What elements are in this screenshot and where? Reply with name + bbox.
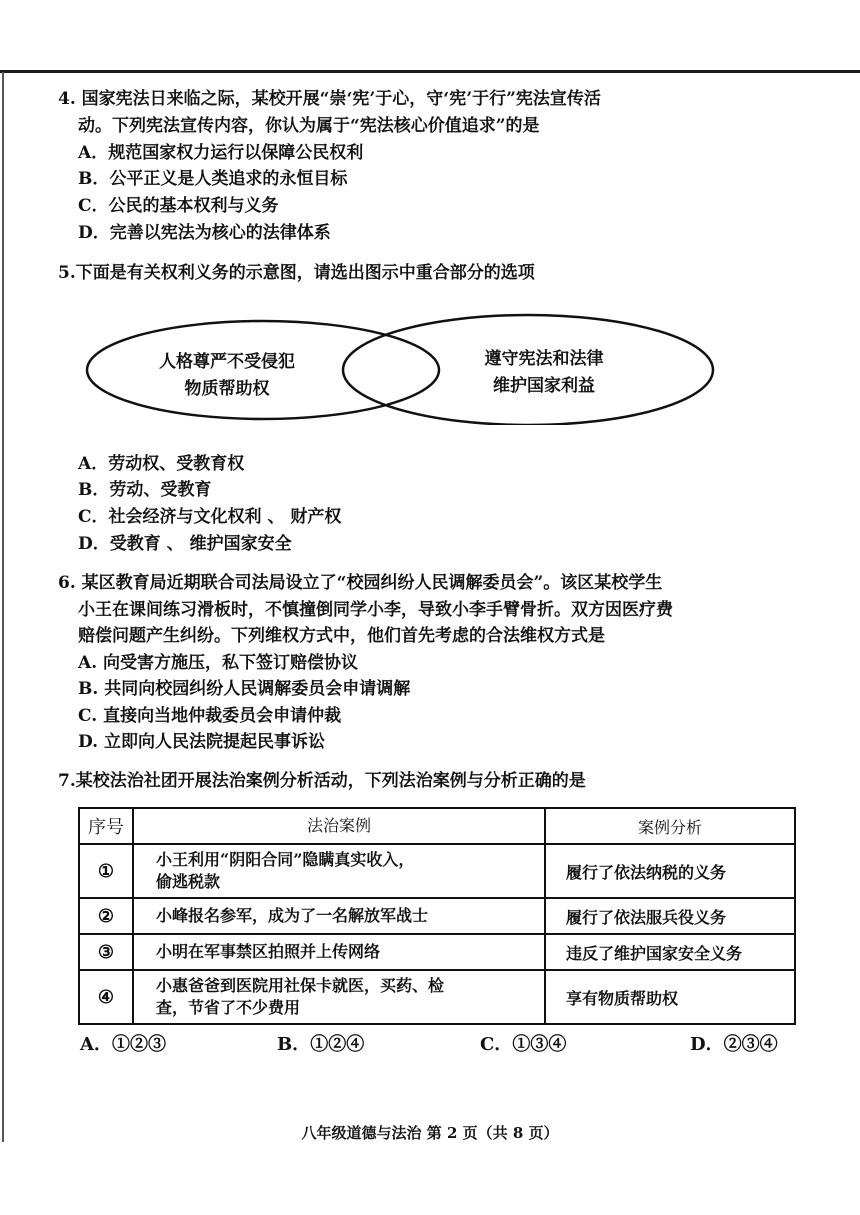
row-case: 小峰报名参军，成为了一名解放军战士 (133, 898, 545, 934)
q6-option-c: C. 直接向当地仲裁委员会申请仲裁 (78, 706, 342, 726)
venn-left-line1: 人格尊严不受侵犯 (159, 352, 295, 372)
q5-option-d: D．受教育 、 维护国家安全 (78, 534, 292, 554)
q6-option-d: D. 立即向人民法院提起民事诉讼 (78, 732, 325, 752)
q5-stem: 5.下面是有关权利义务的示意图，请选出图示中重合部分的选项 (58, 263, 535, 283)
page-footer: 八年级道德与法治 第 2 页（共 8 页） (301, 1124, 559, 1142)
table-row (79, 970, 795, 1024)
header-analysis: 案例分析 (545, 808, 795, 844)
q7-answer-a: A．①②③ (80, 1034, 166, 1055)
row-case-line1: 小惠爸爸到医院用社保卡就医，买药、检 (156, 976, 445, 995)
header-case: 法治案例 (133, 808, 545, 844)
row-case-line2: 查，节省了不少费用 (156, 998, 301, 1017)
row-case-line1: 小王利用“阴阳合同”隐瞒真实收入， (156, 850, 415, 869)
q5-option-b: B．劳动、受教育 (78, 480, 212, 500)
row-case (133, 844, 545, 898)
q5-option-a: A．劳动权、受教育权 (78, 454, 245, 474)
venn-right-line1: 遵守宪法和法律 (484, 349, 604, 369)
q6-option-a: A. 向受害方施压，私下签订赔偿协议 (78, 653, 359, 673)
q4-stem-line2: 动。下列宪法宣传内容，你认为属于“宪法核心价值追求”的是 (78, 116, 540, 136)
case-table (78, 807, 796, 1025)
row-number: ④ (79, 970, 133, 1024)
q7-answer-d: D．②③④ (690, 1034, 778, 1055)
row-number: ③ (79, 934, 133, 970)
table-row (79, 844, 795, 898)
q6-stem-line2: 小王在课间练习滑板时，不慎撞倒同学小李，导致小李手臂骨折。双方因医疗费 (78, 600, 673, 620)
q6-stem-line3: 赔偿问题产生纠纷。下列维权方式中，他们首先考虑的合法维权方式是 (78, 626, 605, 646)
q5-option-c: C．社会经济与文化权利 、 财产权 (78, 507, 342, 527)
q4-option-a: A．规范国家权力运行以保障公民权利 (78, 143, 364, 163)
row-analysis: 履行了依法纳税的义务 (545, 844, 795, 898)
header-number: 序号 (79, 808, 133, 844)
q6-stem-line1: 6. 某区教育局近期联合司法局设立了“校园纠纷人民调解委员会”。该区某校学生 (58, 573, 663, 593)
q4-option-d: D．完善以宪法为核心的法律体系 (78, 223, 331, 243)
row-analysis: 履行了依法服兵役义务 (545, 898, 795, 934)
row-number: ① (79, 844, 133, 898)
q4-stem-line1: 4. 国家宪法日来临之际，某校开展“崇‘宪’于心，守‘宪’于行”宪法宣传活 (58, 89, 601, 109)
venn-right-line2: 维护国家利益 (493, 376, 595, 396)
table-row (79, 898, 795, 934)
q7-answer-c: C．①③④ (480, 1034, 567, 1055)
row-case (133, 970, 545, 1024)
q4-option-c: C．公民的基本权利与义务 (78, 196, 279, 216)
q7-stem: 7.某校法治社团开展法治案例分析活动，下列法治案例与分析正确的是 (58, 771, 586, 791)
q4-option-b: B．公平正义是人类追求的永恒目标 (78, 169, 348, 189)
row-case: 小明在军事禁区拍照并上传网络 (133, 934, 545, 970)
row-analysis: 享有物质帮助权 (545, 970, 795, 1024)
q7-answer-b: B．①②④ (277, 1034, 365, 1055)
table-header-row (79, 808, 795, 844)
row-number: ② (79, 898, 133, 934)
bottom-margin (0, 1145, 860, 1215)
table-row (79, 934, 795, 970)
q6-option-b: B. 共同向校园纠纷人民调解委员会申请调解 (78, 679, 411, 699)
venn-left-line2: 物质帮助权 (184, 379, 270, 399)
row-analysis: 违反了维护国家安全义务 (545, 934, 795, 970)
row-case-line2: 偷逃税款 (156, 872, 221, 891)
